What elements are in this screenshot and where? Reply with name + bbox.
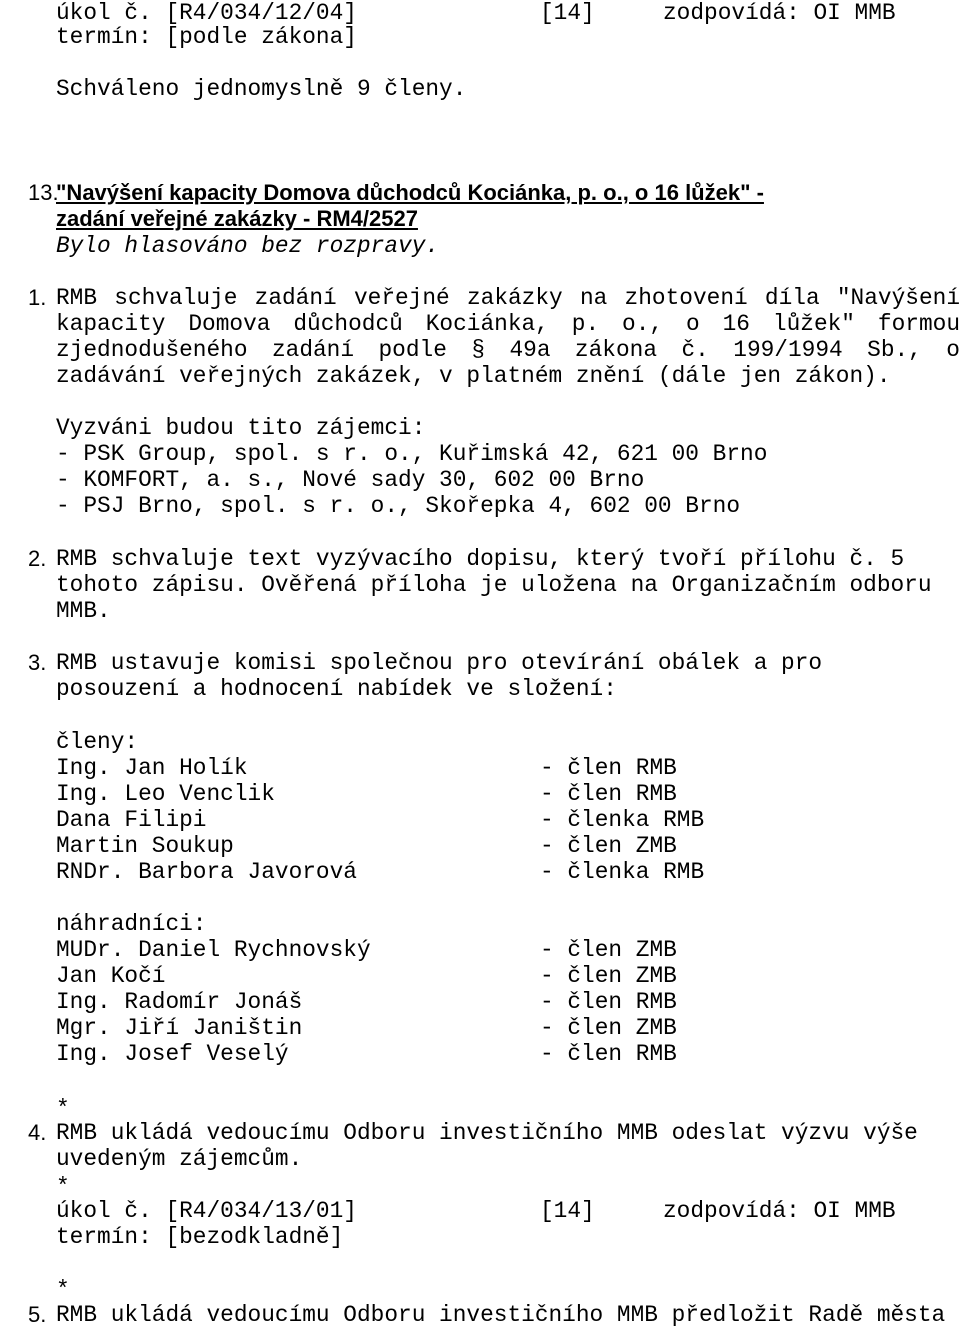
- point-2-line: MMB.: [56, 598, 111, 624]
- point-4-line: uvedeným zájemcům.: [56, 1146, 303, 1172]
- vote-result: Schváleno jednomyslně 9 členy.: [56, 76, 467, 102]
- member-role: - člen ZMB: [540, 833, 677, 859]
- member-name: Martin Soukup: [56, 833, 234, 859]
- point-3-number: 3.: [28, 650, 47, 675]
- item-title-line1: "Navýšení kapacity Domova důchodců Kociánka, p. o., o 16 lůžek" -: [56, 180, 764, 205]
- point-1-number: 1.: [28, 285, 47, 310]
- point-5-line: RMB ukládá vedoucímu Odboru investičního MMB předložit Radě města: [56, 1302, 946, 1328]
- point-4-line: RMB ukládá vedoucímu Odboru investičního MMB odeslat výzvu výše: [56, 1120, 918, 1146]
- member-role: - členka RMB: [540, 859, 705, 885]
- substitute-name: Ing. Josef Veselý: [56, 1041, 289, 1067]
- substitute-name: Jan Kočí: [56, 963, 166, 989]
- invitee-item: - KOMFORT, a. s., Nové sady 30, 602 00 Brno: [56, 467, 645, 493]
- item-title-line2: zadání veřejné zakázky - RM4/2527: [56, 206, 418, 231]
- invitees-heading: Vyzváni budou tito zájemci:: [56, 415, 426, 441]
- substitute-role: - člen ZMB: [540, 1015, 677, 1041]
- bottom-task-priority: [14]: [540, 1198, 595, 1224]
- substitute-role: - člen RMB: [540, 989, 677, 1015]
- invitee-item: - PSK Group, spol. s r. o., Kuřimská 42, 621 00 Brno: [56, 441, 768, 467]
- item-number: 13.: [28, 180, 59, 205]
- member-name: Dana Filipi: [56, 807, 207, 833]
- substitute-role: - člen ZMB: [540, 963, 677, 989]
- point-3-line: RMB ustavuje komisi společnou pro otevírání obálek a pro: [56, 650, 823, 676]
- member-role: - člen RMB: [540, 755, 677, 781]
- top-task-deadline: termín: [podle zákona]: [56, 24, 357, 50]
- point-4-number: 4.: [28, 1120, 47, 1145]
- member-name: RNDr. Barbora Javorová: [56, 859, 357, 885]
- substitutes-heading: náhradníci:: [56, 911, 207, 937]
- member-name: Ing. Jan Holík: [56, 755, 248, 781]
- top-task-responsible: zodpovídá: OI MMB: [663, 0, 896, 26]
- substitute-role: - člen RMB: [540, 1041, 677, 1067]
- substitute-name: Mgr. Jiří Janištin: [56, 1015, 303, 1041]
- bottom-task-label: úkol č. [R4/034/13/01]: [56, 1198, 357, 1224]
- bottom-task-responsible: zodpovídá: OI MMB: [663, 1198, 896, 1224]
- top-task-label: úkol č. [R4/034/12/04]: [56, 0, 357, 26]
- member-role: - členka RMB: [540, 807, 705, 833]
- point-1-line: kapacity Domova důchodců Kociánka, p. o., o 16 lůžek" formou: [56, 311, 960, 337]
- point-2-number: 2.: [28, 546, 47, 571]
- invitee-item: - PSJ Brno, spol. s r. o., Skořepka 4, 602 00 Brno: [56, 493, 741, 519]
- point-3-line: posouzení a hodnocení nabídek ve složení:: [56, 676, 617, 702]
- separator-asterisk: *: [56, 1277, 70, 1303]
- members-heading: členy:: [56, 729, 139, 755]
- top-task-priority: [14]: [540, 0, 595, 26]
- separator-asterisk: *: [56, 1096, 70, 1122]
- substitute-name: MUDr. Daniel Rychnovský: [56, 937, 371, 963]
- substitute-role: - člen ZMB: [540, 937, 677, 963]
- item-note: Bylo hlasováno bez rozpravy.: [56, 233, 440, 259]
- bottom-task-deadline: termín: [bezodkladně]: [56, 1224, 344, 1250]
- substitute-name: Ing. Radomír Jonáš: [56, 989, 303, 1015]
- member-name: Ing. Leo Venclik: [56, 781, 275, 807]
- point-2-line: tohoto zápisu. Ověřená příloha je uložena na Organizačním odboru: [56, 572, 932, 598]
- point-1-line: zjednodušeného zadání podle § 49a zákona č. 199/1994 Sb., o: [56, 337, 960, 363]
- separator-asterisk: *: [56, 1174, 70, 1200]
- member-role: - člen RMB: [540, 781, 677, 807]
- point-5-number: 5.: [28, 1302, 47, 1327]
- point-1-line: zadávání veřejných zakázek, v platném znění (dále jen zákon).: [56, 363, 891, 389]
- point-1-line: RMB schvaluje zadání veřejné zakázky na zhotovení díla "Navýšení: [56, 285, 960, 311]
- point-2-line: RMB schvaluje text vyzývacího dopisu, který tvoří přílohu č. 5: [56, 546, 905, 572]
